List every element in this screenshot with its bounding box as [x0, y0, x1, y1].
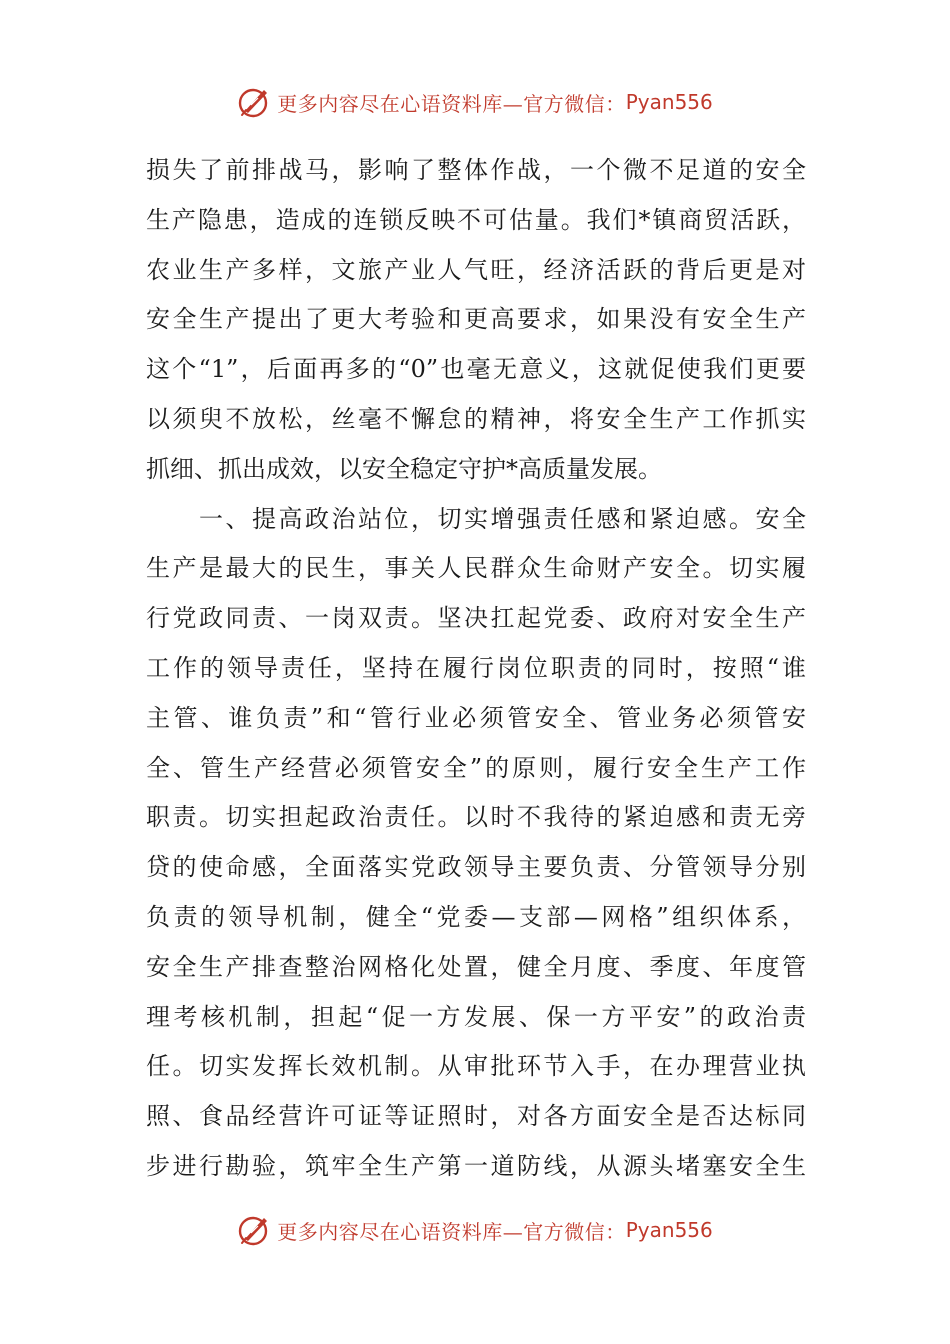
body-line: 主管、谁负责”和“管行业必须管安全、管业务必须管安: [146, 703, 806, 732]
body-line: 行党政同责、一岗双责。坚决扛起党委、政府对安全生产: [146, 604, 806, 633]
body-line: 任。切实发挥长效机制。从审批环节入手，在办理营业执: [146, 1052, 806, 1081]
banner-text: 更多内容尽在心语资料库—官方微信：: [277, 1219, 626, 1244]
body-line: 农业生产多样，文旅产业人气旺，经济活跃的背后更是对: [146, 255, 806, 284]
header-banner: [0, 80, 950, 124]
quill-logo-icon: [237, 1213, 271, 1247]
banner-wechat-id: Pyan556: [625, 1218, 713, 1242]
body-line: 贷的使命感，全面落实党政领导主要负责、分管领导分别: [146, 853, 806, 882]
body-line: 抓细、抓出成效，以安全稳定守护*高质量发展。: [146, 454, 662, 483]
body-line: 步进行勘验，筑牢全生产第一道防线，从源头堵塞安全生: [146, 1151, 806, 1180]
body-line: 一、提高政治站位，切实增强责任感和紧迫感。安全: [146, 504, 806, 533]
footer-banner: [0, 1208, 950, 1252]
body-line: 安全生产提出了更大考验和更高要求，如果没有安全生产: [146, 305, 806, 334]
body-line: 理考核机制，担起“促一方发展、保一方平安”的政治责: [146, 1002, 806, 1031]
body-line: 负责的领导机制，健全“党委—支部—网格”组织体系，: [146, 902, 806, 931]
body-line: 安全生产排查整治网格化处置，健全月度、季度、年度管: [146, 952, 806, 981]
body-line: 生产是最大的民生，事关人民群众生命财产安全。切实履: [146, 554, 806, 583]
quill-logo-icon: [237, 85, 271, 119]
body-line: 以须臾不放松，丝毫不懈怠的精神，将安全生产工作抓实: [146, 404, 806, 433]
body-line: 全、管生产经营必须管安全”的原则，履行安全生产工作: [146, 753, 806, 782]
body-line: 工作的领导责任，坚持在履行岗位职责的同时，按照“谁: [146, 653, 806, 682]
body-line: 照、食品经营许可证等证照时，对各方面安全是否达标同: [146, 1102, 806, 1131]
banner-text: 更多内容尽在心语资料库—官方微信：: [277, 91, 626, 116]
body-line: 职责。切实担起政治责任。以时不我待的紧迫感和责无旁: [146, 803, 806, 832]
body-line: 生产隐患，造成的连锁反映不可估量。我们*镇商贸活跃，: [146, 205, 806, 234]
document-body: [146, 146, 806, 1192]
body-line: 这个“1”，后面再多的“0”也毫无意义，这就促使我们更要: [146, 355, 806, 384]
body-line: 损失了前排战马，影响了整体作战，一个微不足道的安全: [146, 156, 806, 184]
banner-wechat-id: Pyan556: [625, 90, 713, 114]
